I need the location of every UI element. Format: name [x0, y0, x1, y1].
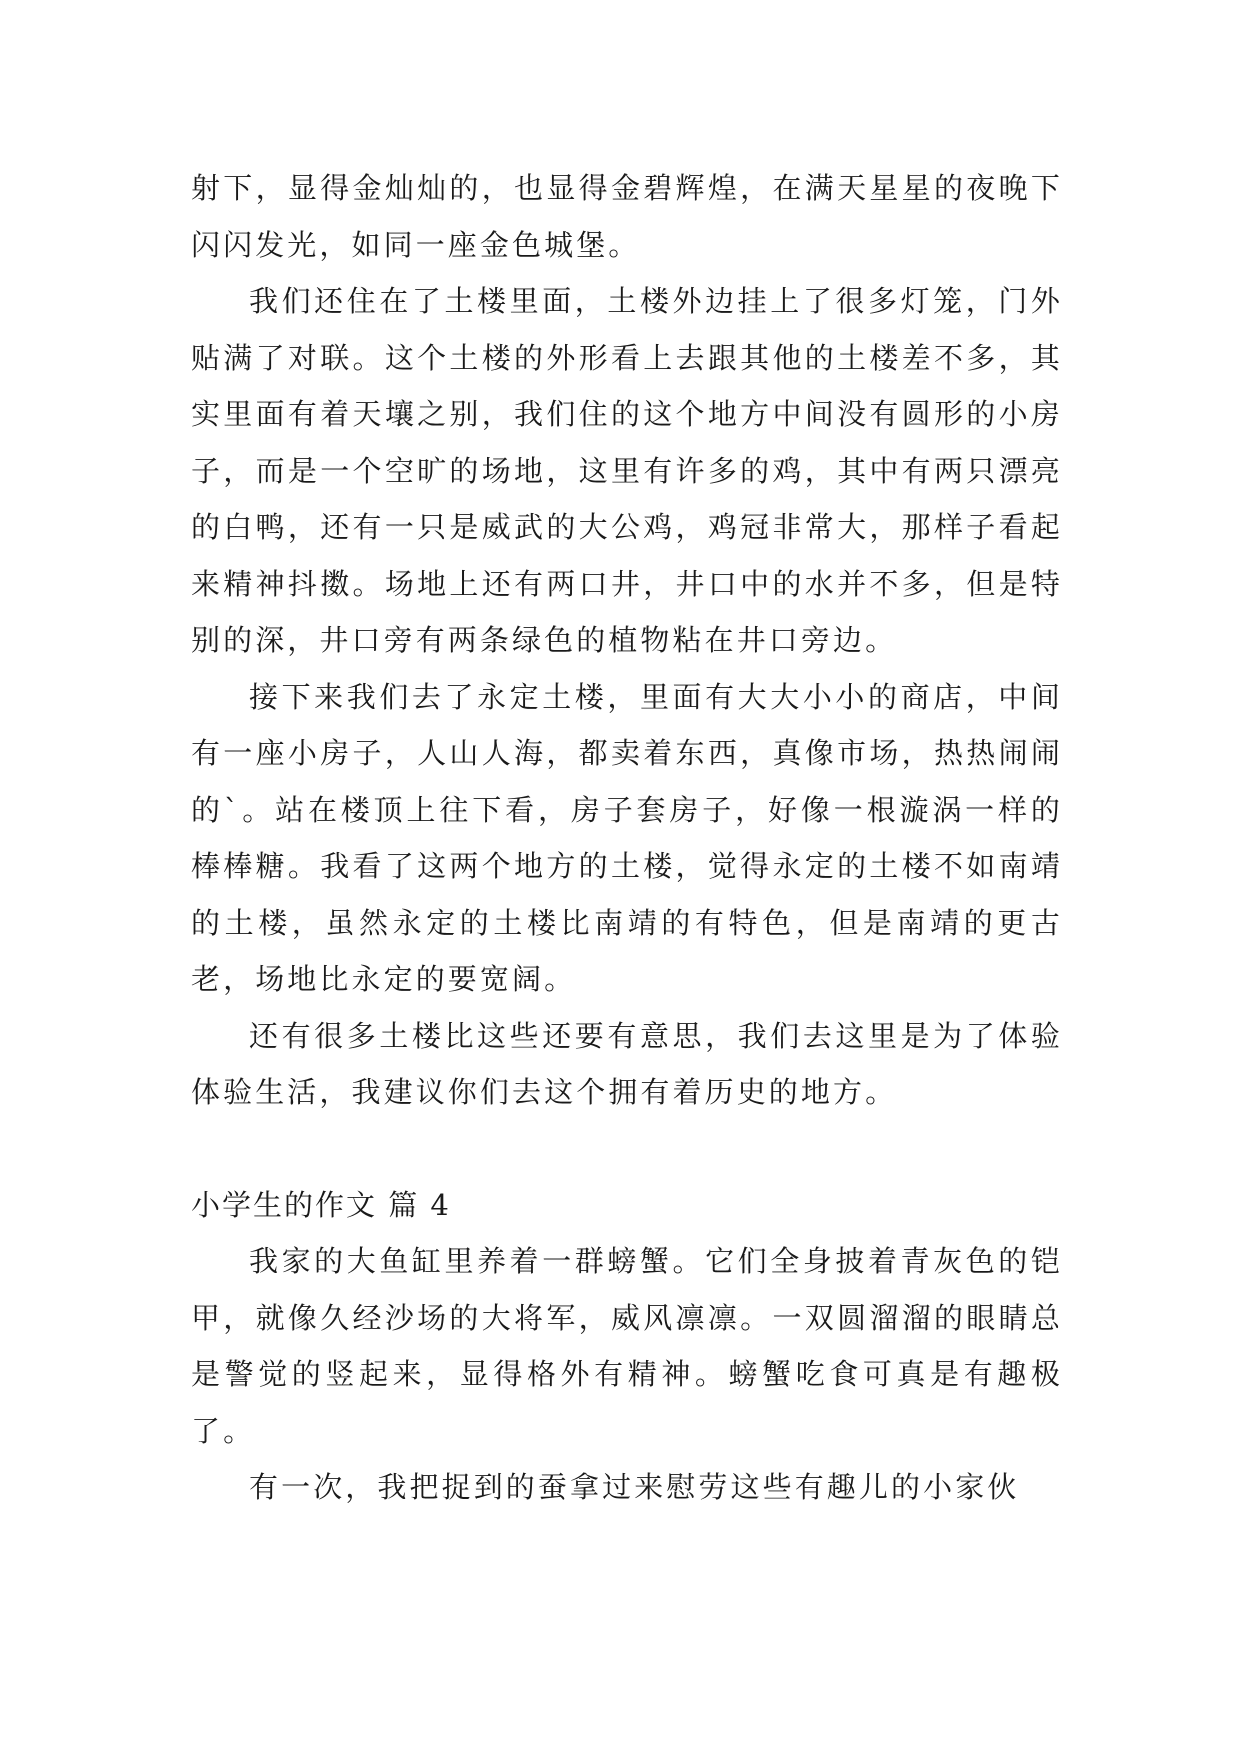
paragraph-4: 还有很多土楼比这些还要有意思，我们去这里是为了体验体验生活，我建议你们去这个拥有着历史的地方。 — [191, 1018, 1063, 1109]
paragraph-1: 射下，显得金灿灿的，也显得金碧辉煌，在满天星星的夜晚下闪闪发光，如同一座金色城堡。 — [191, 171, 1063, 262]
paragraph-2: 我们还住在了土楼里面，土楼外边挂上了很多灯笼，门外贴满了对联。这个土楼的外形看上去跟其他的土楼差不多，其实里面有着天壤之别，我们住的这个地方中间没有圆形的小房子，而是一个空旷的场地，这里有许多的鸡，其中有两只漂亮的白鸭，还有一只是威武的大公鸡，鸡冠非常大，那样子看起来精神抖擞。场地上还有两口井，井口中的水并不多，但是特别的深，井口旁有两条绿色的植物粘在井口旁边。 — [191, 284, 1063, 657]
paragraph-5: 我家的大鱼缸里养着一群螃蟹。它们全身披着青灰色的铠甲，就像久经沙场的大将军，威风凛凛。一双圆溜溜的眼睛总是警觉的竖起来，显得格外有精神。螃蟹吃食可真是有趣极了。 — [191, 1244, 1063, 1448]
essay-body — [191, 160, 1063, 1516]
paragraph-6: 有一次，我把捉到的蚕拿过来慰劳这些有趣儿的小家伙 — [249, 1470, 1020, 1504]
section-heading: 小学生的作文 篇 4 — [191, 1187, 451, 1222]
paragraph-3: 接下来我们去了永定土楼，里面有大大小小的商店，中间有一座小房子，人山人海，都卖着东西，真像市场，热热闹闹的`。站在楼顶上往下看，房子套房子，好像一根漩涡一样的棒棒糖。我看了这两个地方的土楼，觉得永定的土楼不如南靖的土楼，虽然永定的土楼比南靖的有特色，但是南靖的更古老，场地比永定的要宽阔。 — [191, 679, 1063, 996]
